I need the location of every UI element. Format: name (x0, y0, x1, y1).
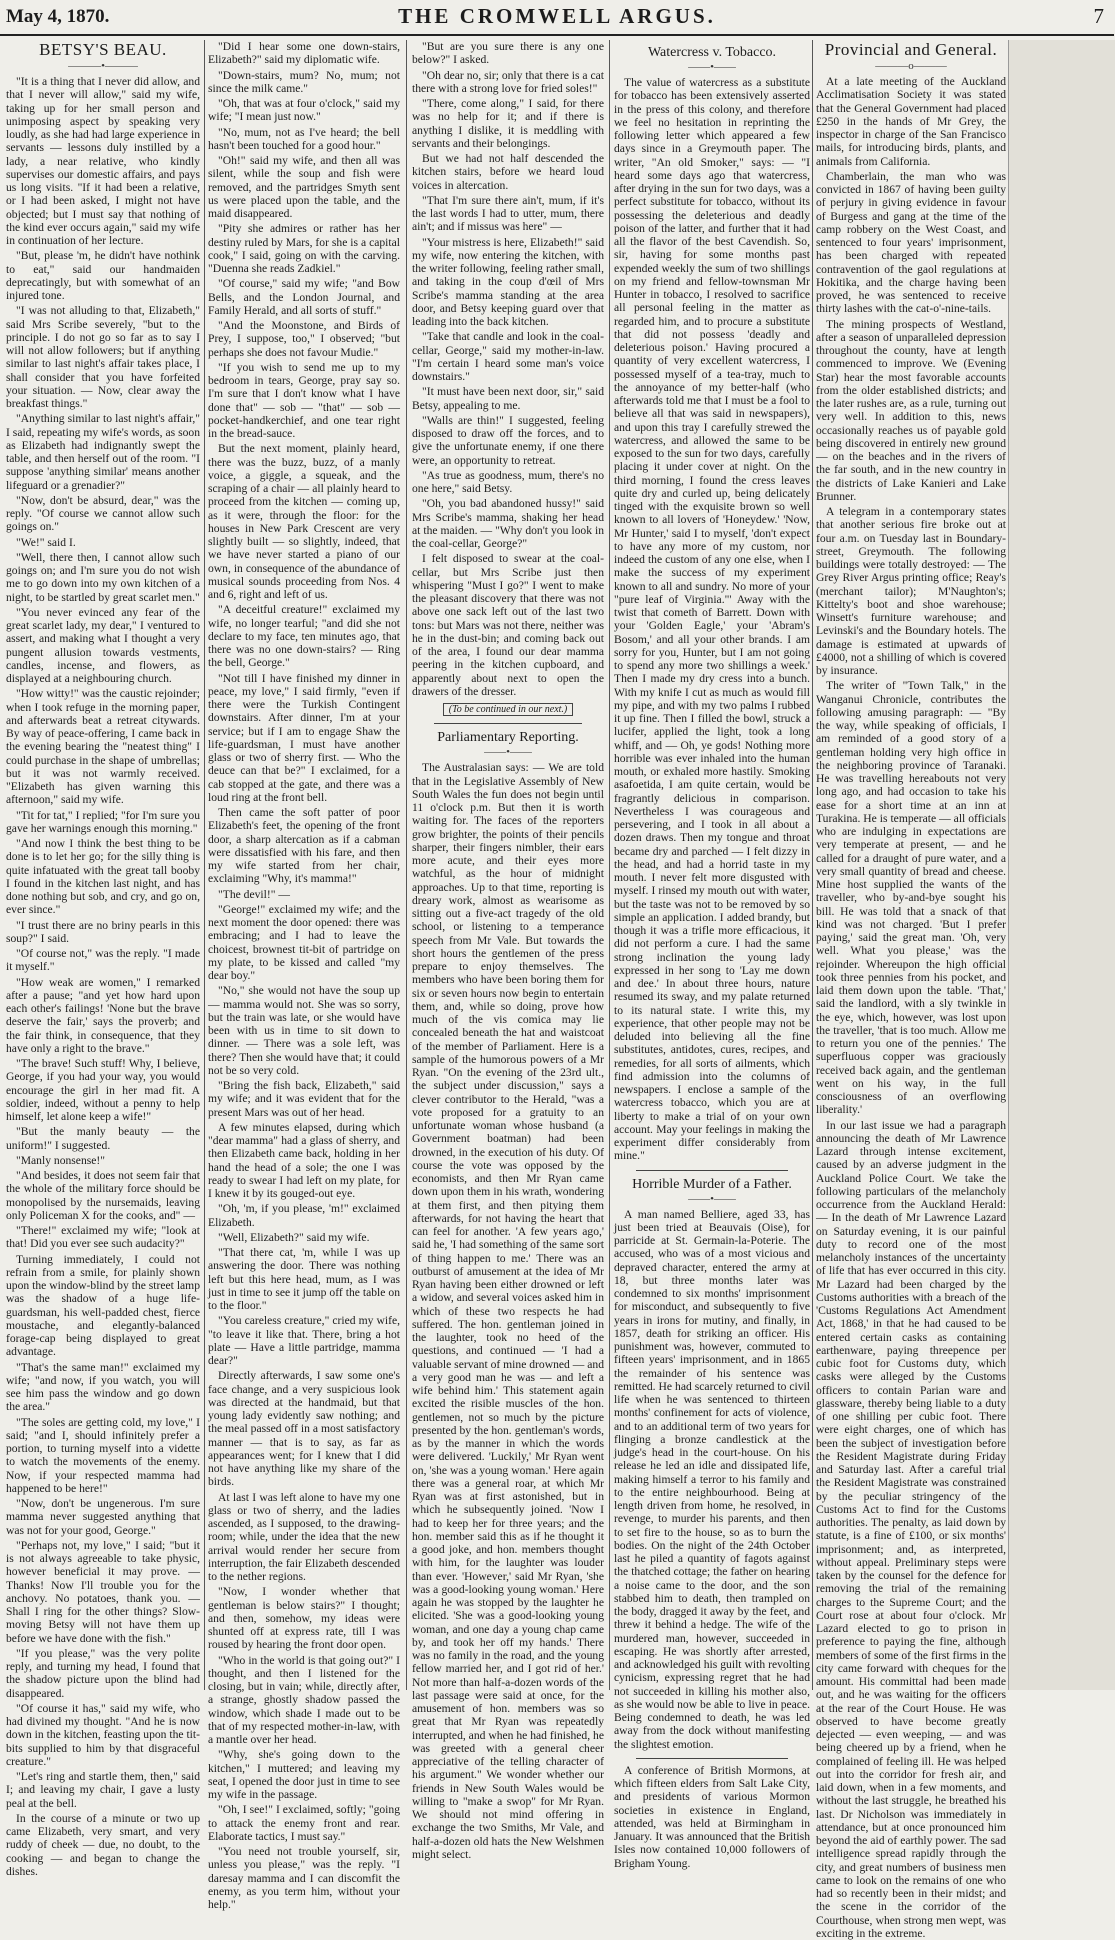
paragraph: "Not till I have finished my dinner in peace, my love," I said firmly, "even if there were the Turkish Contingent downstairs. After dinner, I'm at your service; but if I am to engage Shaw the life-guardsman, I must have another glass or two of sherry first. — Who the deuce can that be?" I exclaimed, for a cab stopped at the gate, and there was a loud ring at the front bell. (208, 672, 400, 805)
paragraph: "And besides, it does not seem fair that the whole of the military force should be monopolised by the nursemaids, leaving only Policeman X for the cooks, and" — (6, 1169, 200, 1222)
paragraph: "Who in the world is that going out?" I thought, and then I listened for the closing, but in vain; while, directly after, a strange, ghostly shadow passed the window, which shade I made out to be that of my respected mother-in-law, with a mantle over her head. (208, 1654, 400, 1747)
article-body-betsy-part3 (412, 40, 604, 698)
paragraph: "Now, don't be ungenerous. I'm sure mamma never suggested anything that was not for your good, George." (6, 1497, 200, 1537)
paragraph: "No, mum, not as I've heard; the bell hasn't been touched for a good hour." (208, 126, 400, 153)
paragraph: "You never evinced any fear of the great scarlet lady, my dear," I ventured to assert, and making what I thought a very pungent allusion towards vestments, candles, incense, and flowers, as displayed at a neighbouring church. (6, 606, 200, 686)
paragraph: "No," she would not have the soup up — mamma would not. She was so sorry, but the train was late, or she would have been with us in time to sit down to dinner. — There was a sole left, was there? Then she would have that; it could not be so very cold. (208, 984, 400, 1077)
paragraph: The Australasian says: — We are told that in the Legislative Assembly of New South Wales the fun does not begin until 11 o'clock p.m. But then it is worth waiting for. The faces of the reporters grow brighter, the points of their pencils sharper, their fingers nimbler, their ears more acute, and their eyes more watchful, as the hour of midnight approaches. Up to that time, reporting is dreary work, almost as wearisome as sitting out a five-act tragedy of the old school, or listening to a temperance speech from Mr Vale. But towards the short hours the gentlemen of the press prepare to enjoy themselves. The members who have been boring them for six or seven hours now begin to entertain them, and, while so doing, prove how much of the vis comica may lie concealed beneath the hat and waistcoat of the member of Parliament. Here is a sample of the humorous powers of a Mr Ryan. "On the evening of the 23rd ult., the subject under discussion," says a clever contributor to the Herald, "was a vote proposed for a gratuity to an unfortunate woman whose husband (a Government boatman) had been drowned, in the execution of his duty. Of course the vote was opposed by the economists, and then Mr Ryan came down upon them in his wrath, wondering at them first, and then pitying them afterwards, for not having the heart that can feel for another. 'A few years ago,' said he, 'I had something of the same sort of thing happen to me.' There was an outburst of amusement at the idea of Mr Ryan having been either drowned or left a widow, and several voices asked him in which of these two respects he had suffered. The hon. gentleman joined in the laughter, took no heed of the questions, and continued — 'I had a valuable servant of mine drowned — and a very good man he was — and left a wife behind him.' This statement again excited the risible muscles of the hon. gentlemen, not so much by the picture presented by the hon. gentleman's words, as by the manner in which the words were delivered. 'Luckily,' Mr Ryan went on, 'she was a young woman.' Here again there was a general roar, at which Mr Ryan was at first astonished, but in which he subsequently joined. 'Now I had to keep her for three years; and the hon. member said this as if he thought it a good joke, and hon. members thought with him, for the laughter was louder than ever. 'However,' said Mr Ryan, 'she was a good-looking young woman.' Here again he was stopped by the laughter he elicited. 'She was a good-looking young woman, and one day a young chap came by, and took her off my hands.' There was no family in the road, and the young fellow married her, and I got rid of her.' Not more than half-a-dozen words of the last passage were said at once, for the amusement of hon. members was so great that Mr Ryan was repeatedly interrupted, and when he had finished, he was greeted with a general cheer appreciative of the telling character of his argument." We wonder whether our friends in New South Wales would be willing to "make a swop" for Mr Ryan. We should not mind offering in exchange the two Smiths, Mr Vale, and half-a-dozen old hats the New Welshmen might select. (412, 761, 604, 1861)
paragraph: "Why, she's going down to the kitchen," I muttered; and leaving my seat, I opened the door just in time to see my wife in the passage. (208, 1748, 400, 1801)
paragraph: "As true as goodness, mum, there's no one here," said Betsy. (412, 469, 604, 496)
paragraph: At last I was left alone to have my one glass or two of sherry, and the ladies ascended, as I supposed, to the drawing-room; while, under the idea that the new arrival would render her secure from interruption, the fair Elizabeth descended to the nether regions. (208, 1491, 400, 1584)
issue-date: May 4, 1870. (6, 6, 109, 28)
paragraph: Turning immediately, I could not refrain from a smile, for plainly shown upon the window-blind by the street lamp was the shadow of a huge life-guardsman, his well-padded chest, fierce moustache, and elegantly-balanced forage-cap being displayed to great advantage. (6, 1253, 200, 1359)
paragraph: "Oh, that was at four o'clock," said my wife; "I mean just now." (208, 97, 400, 124)
paragraph: "If you please," was the very polite reply, and turning my head, I found that the shadow picture upon the blind had disappeared. (6, 1647, 200, 1700)
adjacent-page-edge (1008, 40, 1115, 1690)
page-number: 7 (1094, 4, 1105, 29)
paragraph: "Tit for tat," I replied; "for I'm sure you gave her warnings enough this morning." (6, 809, 200, 836)
article-separator (636, 1170, 788, 1171)
paragraph: "George!" exclaimed my wife; and the next moment the door opened: there was embracing; and I had to leave the choicest, brownest tit-bit of partridge on my plate, to be kissed and called "my dear boy." (208, 903, 400, 983)
paragraph: "Did I hear some one down-stairs, Elizabeth?" said my diplomatic wife. (208, 40, 400, 67)
paragraph: "A deceitful creature!" exclaimed my wife, no longer tearful; "and did she not declare to my face, ten minutes ago, that there was no one down-stairs? — Ring the bell, George." (208, 603, 400, 669)
paragraph: But we had not half descended the kitchen stairs, before we heard loud voices in altercation. (412, 152, 604, 192)
paragraph: At a late meeting of the Auckland Acclimatisation Society it was stated that the General Government had placed £250 in the hands of Mr Grey, the inspector in charge of the San Francisco mails, for introducing birds, plants, and animals from California. (816, 75, 1006, 168)
paragraph: "You careless creature," cried my wife, "to leave it like that. There, bring a hot plate — Have a little partridge, mamma dear?" (208, 1314, 400, 1367)
paragraph: "Bring the fish back, Elizabeth," said my wife; and it was evident that for the present Mars was out of her head. (208, 1079, 400, 1119)
heading-ornament: ——•—— (614, 1194, 810, 1204)
heading-ornament: ——•—— (614, 62, 810, 72)
article-heading-betsys-beau: BETSY'S BEAU. (6, 40, 200, 60)
paragraph: "That I'm sure there ain't, mum, if it's the last words I had to utter, mum, there ain't; and if missus was here" — (412, 194, 604, 234)
paragraph: "There!" exclaimed my wife; "look at that! Did you ever see such audacity?" (6, 1224, 200, 1251)
article-heading-provincial: Provincial and General. (816, 40, 1006, 60)
article-separator (434, 723, 582, 724)
column-4 (614, 40, 810, 1690)
paragraph: The writer of "Town Talk," in the Wanganui Chronicle, contributes the following amusing paragraph: — "By the way, while speaking of officials, I am reminded of a good story of a gentleman holding very high office in the neighboring province of Taranaki. He was travelling hereabouts not very long ago, and had occasion to take his ease for a short time at an inn at Turakina. He is temperate — all officials who are indulging in expectations are very temperate at present, — and he called for a draught of pure water, and a very small quantity of bread and cheese. Mine host supplied the wants of the traveller, who by-and-bye sought his bill. He was told that a snack of that kind was not charged. 'But I prefer paying,' said the great man. 'Oh, very well. What you please,' was the rejoinder. Whereupon the high official took three pennies from his pocket, and laid them down upon the table. 'That,' said the landlord, with a sly twinkle in the eye, which, however, was lost upon the traveller, 'that is too much. Allow me to return you one of the pennies.' The superfluous copper was graciously received back again, and the gentleman went on his way, in the full consciousness of an overflowing liberality.' (816, 679, 1006, 1116)
paragraph: "Of course not," was the reply. "I made it myself." (6, 947, 200, 974)
paragraph: "Of course it has," said my wife, who had divined my thought. "And he is now down in the kitchen, feasting upon the tit-bits supplied to him by that disgraceful creature." (6, 1702, 200, 1768)
paragraph: The value of watercress as a substitute for tobacco has been extensively asserted in the press of this colony, and therefore we feel no hesitation in reprinting the following letter which appeared a few days since in a Greymouth paper. The writer, "An old Smoker," says: — "I heard some days ago that watercress, after drying in the sun for two days, was a perfect substitute for tobacco, without its possessing the deleterious and deadly poison of the latter, and further that it had all the flavor of the best Cavendish. So, sir, having for some months past expended weekly the sum of two shillings on my friend and fellow-townsman Mr Hunter in tobacco, I resolved to sacrifice all personal feeling in the matter as regarded him, and to procure a substitute that did not possess 'deadly and deleterious poison.' Having procured a quantity of very excellent watercress, I possessed myself of a tea-tray, much to the annoyance of my better-half (who afterwards told me that I must be a fool to believe all that was said in newspapers), and upon this tray I carefully strewed the watercress, and allowed the same to be exposed to the sun for two days, carefully placing it under cover at night. On the third morning, I found the cress leaves quite dry and curled up, being delicately tinged with the exquisite brown so well known to all lovers of 'Honeydew.' 'Now, Mr Hunter,' said I to myself, 'don't expect to have any more of my custom, nor indeed the custom of any one else, when I make the success of my experiment known to all and sundry. No more of your "pure leaf of Virginia."' Away with the twist that cometh of Barrett. Down with your 'Golden Eagle,' your 'Abram's Bosom,' and all your other brands. I am sorry for you, Hunter, but I am not going to spend any more two shillings a week.' Then I made my dry cress into a bunch. With my knife I cut as much as would fill my pipe, and with my two palms I rubbed it up fine. Then I filled the bowl, struck a lucifer, applied the light, took a long whiff, and — Oh, ye gods! Nothing more horrible was ever inhaled into the human mouth, or exhaled more hastily. Smoking asafoetida, I am quite certain, would be fragrantly delicious in comparison. Nevertheless I was courageous and persevering, and I took in all about a dozen draws. Then my tongue and throat became dry and parched — I felt dizzy in the head, and had a horrid taste in my mouth. I never felt more disgusted with myself. I rinsed my mouth out with water, but the taste was not to be removed by so simple an application. I added brandy, but though it was a trifle more efficacious, it did not perform a cure. I had the same strong inclination the young lady expressed in her song to 'Lay me down and dee.' In about three hours, nature resumed its sway, and my palate returned to its natural state. I write this, my experience, that other people may not be deluded into believing all the fine substitutes, antidotes, cures, recipes, and remedies, for all sorts of ailments, which find admission into the columns of newspapers. I enclose a sample of the watercress tobacco, which you are at liberty to make a trial of on your own account. May your feelings in making the experiment differ considerably from mine." (614, 76, 810, 1163)
newspaper-title: THE CROMWELL ARGUS. (0, 4, 1114, 29)
article-body-betsy-part2 (208, 40, 400, 1911)
paragraph: "I trust there are no briny pearls in this soup?" I said. (6, 919, 200, 946)
masthead (0, 0, 1114, 36)
article-body-parliamentary (412, 761, 604, 1861)
paragraph: A man named Belliere, aged 33, has just been tried at Beauvais (Oise), for parricide at St. Germain-la-Poterie. The accused, who was of a most vicious and depraved character, entered the army at 18, but three months later was condemned to six months' imprisonment for misconduct, and subsequently to five years in irons for mutiny, and finally, in 1857, death for striking an officer. His punishment was, however, commuted to fifteen years' imprisonment, and in 1865 the remainder of his sentence was remitted. He had scarcely returned to civil life when he was sentenced to thirteen months' confinement for acts of violence, and to an additional term of two years for flinging a bronze candlestick at the judge's head in the court-house. On his release he led an idle and dissipated life, making himself a terror to his family and to the entire neighbourhood. Being at length driven from home, he resolved, in revenge, to murder his parents, and then to set fire to the house, so as to burn the bodies. On the night of the 24th October last he piled a quantity of fagots against the thatched cottage; the father on hearing a noise came to the door, and the son stabbed him to death, then trampled on the body, dragged it away by the feet, and threw it behind a hedge. The wife of the murdered man, however, succeeded in escaping. He was shortly after arrested, and acknowledged his guilt with revolting cynicism, expressing regret that he had not succeeded in killing his mother also, as she would now be able to live in peace. Being condemned to death, he was led away from the dock without manifesting the slightest emotion. (614, 1208, 810, 1751)
paragraph: "Oh, I see!" I exclaimed, softly; "going to attack the enemy front and rear. Elaborate tactics, I must say." (208, 1803, 400, 1843)
paragraph: I felt disposed to swear at the coal-cellar, but Mrs Scribe just then whispering "Must I go?" I went to make the pleasant discovery that there was not above one sack left out of the last two tons: but Mars was not there, neither was he in the dust-bin; and coming back out of the area, I found our dear mamma peering in the kitchen cupboard, and apparently about next to open the drawers of the dresser. (412, 552, 604, 698)
paragraph: "But the manly beauty — the uniform!" I suggested. (6, 1125, 200, 1152)
column-5 (816, 40, 1006, 1690)
column-1 (6, 40, 200, 1690)
paragraph: "And the Moonstone, and Birds of Prey, I suppose, too," I observed; "but perhaps she does not favour Mudie." (208, 319, 400, 359)
column-rule (812, 40, 813, 1690)
paragraph: "Manly nonsense!" (6, 1154, 200, 1167)
paragraph: "Walls are thin!" I suggested, feeling disposed to draw off the forces, and to give the unfortunate enemy, if one there were, an opportunity to retreat. (412, 414, 604, 467)
paragraph: "Anything similar to last night's affair," I said, repeating my wife's words, as soon as Elizabeth had indignantly swept the table, and then herself out of the room. "I suppose 'anything similar' means another lifeguard or a grenadier?" (6, 412, 200, 492)
paragraph: "I was not alluding to that, Elizabeth," said Mrs Scribe severely, "but to the principle. I do not go so far as to say I will not allow followers; but if anything similar to last night's affair takes place, I shall consider that you have forfeited your situation. — Now, clear away the breakfast things." (6, 304, 200, 410)
paragraph: Then came the soft patter of poor Elizabeth's feet, the opening of the front door, a sharp altercation as if a cabman were dissatisfied with his fare, and then my wife started from her chair, exclaiming "Why, it's mamma!" (208, 806, 400, 886)
column-rule (609, 40, 610, 1690)
paragraph: "You need not trouble yourself, sir, unless you please," was the reply. "I daresay mamma and I can discomfit the enemy, as you term him, without your help." (208, 1845, 400, 1911)
paragraph: "Well, there then, I cannot allow such goings on; and I'm sure you do not wish me to go down into my own kitchen of a night, to be startled by great scarlet men." (6, 551, 200, 604)
column-3 (412, 40, 604, 1690)
paragraph: "It must have been next door, sir," said Betsy, appealing to me. (412, 385, 604, 412)
heading-ornament: ———•——— (6, 61, 200, 71)
paragraph: "Let's ring and startle them, then," said I; and leaving my chair, I gave a lusty peal at the bell. (6, 1770, 200, 1810)
article-body-betsy-part1 (6, 75, 200, 1878)
article-heading-murder: Horrible Murder of a Father. (614, 1176, 810, 1193)
heading-ornament: ——•—— (412, 747, 604, 757)
paragraph: "Well, Elizabeth?" said my wife. (208, 1231, 400, 1244)
article-body-murder (614, 1208, 810, 1751)
article-body-mormon (614, 1764, 810, 1870)
article-separator (636, 1758, 788, 1759)
paragraph: "Now, don't be absurd, dear," was the reply. "Of course we cannot allow such goings on." (6, 494, 200, 534)
paragraph: "Pity she admires or rather has her destiny ruled by Mars, for she is a capital cook," I said, going on with the carving. "Duenna she reads Zadkiel." (208, 222, 400, 275)
paragraph: "But, please 'm, he didn't have nothink to eat," said our handmaiden deprecatingly, but with somewhat of an injured tone. (6, 249, 200, 302)
paragraph: "Oh dear no, sir; only that there is a cat there with a strong love for fried soles!" (412, 69, 604, 96)
paragraph: "Now, I wonder whether that gentleman is below stairs?" I thought; and then, somehow, my ideas were shunted off at express rate, till I was roused by hearing the front door open. (208, 1585, 400, 1651)
paragraph: "Oh!" said my wife, and then all was silent, while the soup and fish were removed, and the partridges Smyth sent us were placed upon the table, and the maid disappeared. (208, 154, 400, 220)
column-rule (204, 40, 205, 1690)
paragraph: "Oh, you bad abandoned hussy!" said Mrs Scribe's mamma, shaking her head at the maiden. — "Why don't you look in the coal-cellar, George?" (412, 497, 604, 550)
paragraph: "It is a thing that I never did allow, and that I never will allow," said my wife, taking up for her small person and unimposing aspect by speaking very loudly, as she had had large experience in servants — lessons duly instilled by a lady, a near relative, who kindly supervises our domestic affairs, and pays us long visits. "If it had been a relative, or I had been asked, I might not have objected; but I must say that nothing of the kind ever occurs again," said my wife in continuation of her lecture. (6, 75, 200, 247)
paragraph: "That there cat, 'm, while I was up answering the door. There was nothing left but this here head, mum, as I was just in time to see it jump off the table on to the floor." (208, 1246, 400, 1312)
article-heading-parliamentary: Parliamentary Reporting. (412, 729, 604, 746)
paragraph: "Down-stairs, mum? No, mum; not since the milk came." (208, 69, 400, 96)
paragraph: The mining prospects of Westland, after a season of unparalleled depression throughout the county, have at length commenced to improve. We (Evening Star) hear the most favorable accounts from the older established districts; and the later rushes are, as a rule, turning out very well. In addition to this, news occasionally reaches us of payable gold being discovered in entirely new ground — on the beaches and in the rivers of the far south, and in the new country in the districts of Lake Kanieri and Lake Brunner. (816, 318, 1006, 504)
paragraph: "Your mistress is here, Elizabeth!" said my wife, now entering the kitchen, with the writer following, feeling rather small, and taking in the coup d'œil of Mrs Scribe's mamma standing at the area door, and Betsy keeping guard over that leading into the back kitchen. (412, 236, 604, 329)
paragraph: "Take that candle and look in the coal-cellar, George," said my mother-in-law. "I'm certain I heard some man's voice downstairs." (412, 330, 604, 383)
article-body-watercress (614, 76, 810, 1163)
paragraph: "That's the same man!" exclaimed my wife; "and now, if you watch, you will see him pass the window and go down the area." (6, 1361, 200, 1414)
paragraph: "We!" said I. (6, 536, 200, 549)
paragraph: "But are you sure there is any one below?" I asked. (412, 40, 604, 67)
paragraph: "How weak are women," I remarked after a pause; "and yet how hard upon each other's failings! 'None but the brave deserve the fair,' says the proverb; and the fair think, in consequence, that they have only a right to the brave." (6, 976, 200, 1056)
paragraph: "And now I think the best thing to be done is to let her go; for the silly thing is quite infatuated with the great tall booby I found in the kitchen last night, and has done nothing but sob, and cry, and go on, ever since." (6, 837, 200, 917)
paragraph: In our last issue we had a paragraph announcing the death of Mr Lawrence Lazard through intense excitement, caused by an adverse judgment in the Auckland Police Court. We take the following particulars of the melancholy occurrence from the Auckland Herald: — In the death of Mr Lawrence Lazard on Saturday evening, it is our painful duty to record one of the most melancholy instances of the uncertainty of life that has ever occurred in this city. Mr Lazard had been charged by the Customs authorities with a breach of the 'Customs Regulations Act Amendment Act, 1868,' in that he had caused to be entered certain casks as containing earthenware, paying threepence per cubic foot for Customs duty, which casks were alleged by the Customs officers to contain Parian ware and glassware, thereby being liable to a duty of one shilling per cubic foot. There were eight charges, one of which has been the subject of investigation before the Resident Magistrate during Friday and Saturday last. After a careful trial the Resident Magistrate was constrained by the peculiar stringency of the Customs Act to find for the Customs authorities. The penalty, as laid down by statute, is a fine of £100, or six months' imprisonment; and, as interpreted, without appeal. Preliminary steps were taken by the counsel for the defence for removing the trial of the remaining charges to the Supreme Court; and the Court rose at about four o'clock. Mr Lazard elected to go to prison in preference to paying the fine, although members of some of the first firms in the city came forward with cheques for the amount. His committal had been made out, and he was waiting for the officers at the rear of the Court House. He was observed to have become greatly dejected — even weeping, — and was being cheered up by a friend, when he complained of feeling ill. He was helped out into the corridor for fresh air, and laid down, when in a few moments, and without the last struggle, he breathed his last. Dr Nicholson was immediately in attendance, but at once pronounced him beyond the aid of earthly power. The sad intelligence spread rapidly through the city, and great numbers of business men came to look on the remains of one who had so recently been in their midst; and the scene in the corridor of the Courthouse, when strong men wept, was exciting in the extreme. (816, 1119, 1006, 1940)
paragraph: But the next moment, plainly heard, there was the buzz, buzz, of a manly voice, a giggle, a squeak, and the scraping of a chair — all plainly heard to proceed from the kitchen — coming up, as it were, through the floor: for the houses in New Park Crescent are very slightly built — so slightly, indeed, that we have never started a piano of our own, in consequence of the abundance of musical sounds proceeding from Nos. 4 and 6, right and left of us. (208, 442, 400, 601)
paragraph: Chamberlain, the man who was convicted in 1867 of having been guilty of perjury in giving evidence in favour of Burgess and gang at the time of the camp robbery on the West Coast, and sentenced to four years' imprisonment, has been charged with repeated contravention of the gaol regulations at Hokitika, and the charge having been proved, he was sentenced to receive thirty lashes with the cat-o'-nine-tails. (816, 170, 1006, 316)
paragraph: "There, come along," I said, for there was no help for it; and if there is anything I dislike, it is meddling with servants and their belongings. (412, 97, 604, 150)
paragraph: "Perhaps not, my love," I said; "but it is not always agreeable to take physic, however beneficial it may prove. — Thanks! Now I'll trouble you for the anchovy. No potatoes, thank you. — Shall I ring for the other things? Slow-moving Betsy will not have them up before we have done with the fish." (6, 1539, 200, 1645)
article-heading-watercress: Watercress v. Tobacco. (614, 44, 810, 61)
paragraph: A few minutes elapsed, during which "dear mamma" had a glass of sherry, and then Elizabeth came back, holding in her hand the head of a sole; the one I was ready to swear I had left on my plate, for I knew it by its gouged-out eye. (208, 1121, 400, 1201)
paragraph: "Of course," said my wife; "and Bow Bells, and the London Journal, and Family Herald, and all sorts of stuff." (208, 277, 400, 317)
paragraph: "The devil!" — (208, 888, 400, 901)
paragraph: A conference of British Mormons, at which fifteen elders from Salt Lake City, and presidents of various Mormon societies in existence in England, attended, was held at Birmingham in January. It was announced that the British Isles now contained 10,000 followers of Brigham Young. (614, 1764, 810, 1870)
article-body-provincial (816, 75, 1006, 1940)
paragraph: "Oh, 'm, if you please, 'm!" exclaimed Elizabeth. (208, 1202, 400, 1229)
paragraph: "How witty!" was the caustic rejoinder; when I took refuge in the morning paper, and afterwards beat a retreat citywards. By way of peace-offering, I came back in the evening bearing the "neatest thing" I could purchase in the shape of umbrellas; but it was not warmly received. "Elizabeth has given warning this afternoon," said my wife. (6, 687, 200, 806)
paragraph: Directly afterwards, I saw some one's face change, and a very suspicious look was directed at the handmaid, but that young lady evidently saw nothing; and the meal passed off in a most satisfactory manner — that is to say, as far as appearances went; for I knew that I did not have anything like my share of the birds. (208, 1369, 400, 1488)
paragraph: "If you wish to send me up to my bedroom in tears, George, pray say so. I'm sure that I don't know what I have done that" — sob — "that" — sob — pocket-handkerchief, and one tear right in the bread-sauce. (208, 361, 400, 441)
paragraph: A telegram in a contemporary states that another serious fire broke out at four a.m. on Tuesday last in Boundary-street, Greymouth. The following buildings were totally destroyed: — The Grey River Argus printing office; Reay's (merchant tailor); M'Naughton's; Kittelty's boot and shoe warehouse; Winsett's furniture warehouse; and Levinski's and the Boundary hotels. The damage is estimated at upwards of £4000, not a shilling of which is covered by insurance. (816, 505, 1006, 677)
paragraph: "The brave! Such stuff! Why, I believe, George, if you had your way, you would encourage the girl in her mad fit. A soldier, indeed, without a penny to help himself, let alone keep a wife!" (6, 1057, 200, 1123)
paragraph: "The soles are getting cold, my love," I said; "and I, should infinitely prefer a portion, to turning myself into a vidette to watch the movements of the enemy. Now, if your respected mamma had happened to be here!" (6, 1416, 200, 1496)
heading-ornament: ———o——— (816, 61, 1006, 71)
continued-notice: (To be continued in our next.) (412, 703, 604, 716)
column-rule (406, 40, 407, 1690)
column-2 (208, 40, 400, 1690)
paragraph: In the course of a minute or two up came Elizabeth, very smart, and very ruddy of cheek — due, no doubt, to the cooking — and began to change the dishes. (6, 1812, 200, 1878)
